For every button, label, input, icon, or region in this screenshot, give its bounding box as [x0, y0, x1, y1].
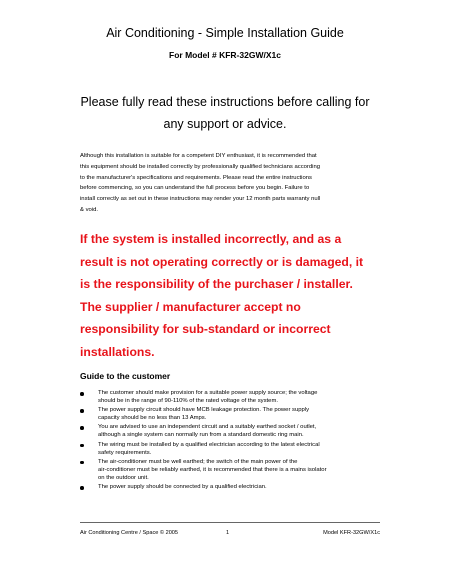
guide-list [80, 390, 385, 493]
warning-line: result is not operating correctly or is damaged, it [80, 254, 364, 269]
notice-line: Please fully read these instructions before calling for [80, 95, 370, 109]
list-item [80, 484, 385, 492]
warning-line: If the system is installed incorrectly, and as a [80, 232, 342, 246]
list-item-text: The power supply circuit should have MCB leakage protection. The power supply [98, 407, 310, 414]
list-item [80, 459, 385, 483]
list-item [80, 390, 385, 406]
notice-line: any support or advice. [163, 117, 287, 131]
intro-line: & void. [80, 206, 99, 213]
list-item-text: air-conditioner must be reliably earthed, it is recommended that there is a mains isolator [98, 466, 327, 473]
list-item-text: You are advised to use an independent circuit and a suitably earthed socket / outlet, [98, 424, 317, 431]
warning-line: is the responsibility of the purchaser / installer. [80, 277, 353, 292]
warning-line: installations. [80, 344, 155, 359]
bullet-icon [80, 426, 84, 430]
list-item-text: capacity should be no less than 13 Amps. [98, 415, 207, 422]
footer-divider [80, 522, 380, 523]
list-item-text: on the outdoor unit. [98, 474, 149, 481]
page-footer [80, 529, 380, 539]
intro-paragraph [80, 151, 380, 216]
list-item-text: The power supply should be connected by a qualified electrician. [98, 483, 267, 490]
warning-line: The supplier / manufacturer accept no [80, 299, 301, 314]
bullet-icon [80, 461, 84, 465]
document-title: Air Conditioning - Simple Installation Guide [106, 26, 344, 40]
list-item-text: safety requirements. [98, 449, 152, 456]
list-item [80, 442, 385, 458]
intro-line: before commencing, so you can understand the full process before you begin. Failure to [80, 185, 310, 192]
list-item-text: should be in the range of 90-110% of the rated voltage of the system. [98, 397, 278, 404]
bullet-icon [80, 486, 84, 490]
bullet-icon [80, 392, 84, 396]
bullet-icon [80, 444, 84, 448]
footer-copyright: Air Conditioning Centre / Space © 2005 [80, 530, 179, 536]
liability-warning [80, 228, 390, 364]
warning-line: responsibility for sub-standard or incorrect [80, 322, 331, 337]
page-number: 1 [226, 530, 230, 536]
intro-line: install correctly as set out in these instructions may render your 12 month parts warranty null [80, 196, 321, 203]
list-item-text: although a single system can normally run from a standard domestic ring main. [98, 432, 304, 439]
model-line: For Model # KFR-32GW/X1c [169, 50, 281, 60]
bullet-icon [80, 409, 84, 413]
intro-line: Although this installation is suitable for a competent DIY enthusiast, it is recommended that [80, 153, 317, 159]
intro-line: this equipment should be installed correctly by professionally qualified technicians according [80, 163, 321, 170]
footer-model: Model KFR-32GW/X1c [323, 530, 380, 536]
list-item-text: The customer should make provision for a suitable power supply source; the voltage [98, 390, 318, 396]
list-item [80, 424, 385, 440]
list-item-text: The air-conditioner must be well earthed; the switch of the main power of the [98, 458, 298, 465]
guide-heading: Guide to the customer [80, 371, 171, 381]
list-item-text: The wiring must be installed by a qualified electrician according to the latest electrical [98, 441, 320, 448]
read-instructions-notice [60, 91, 390, 135]
intro-line: to the manufacturer's specifications and requirements. Please read the entire instructions [80, 174, 312, 181]
list-item [80, 407, 385, 423]
